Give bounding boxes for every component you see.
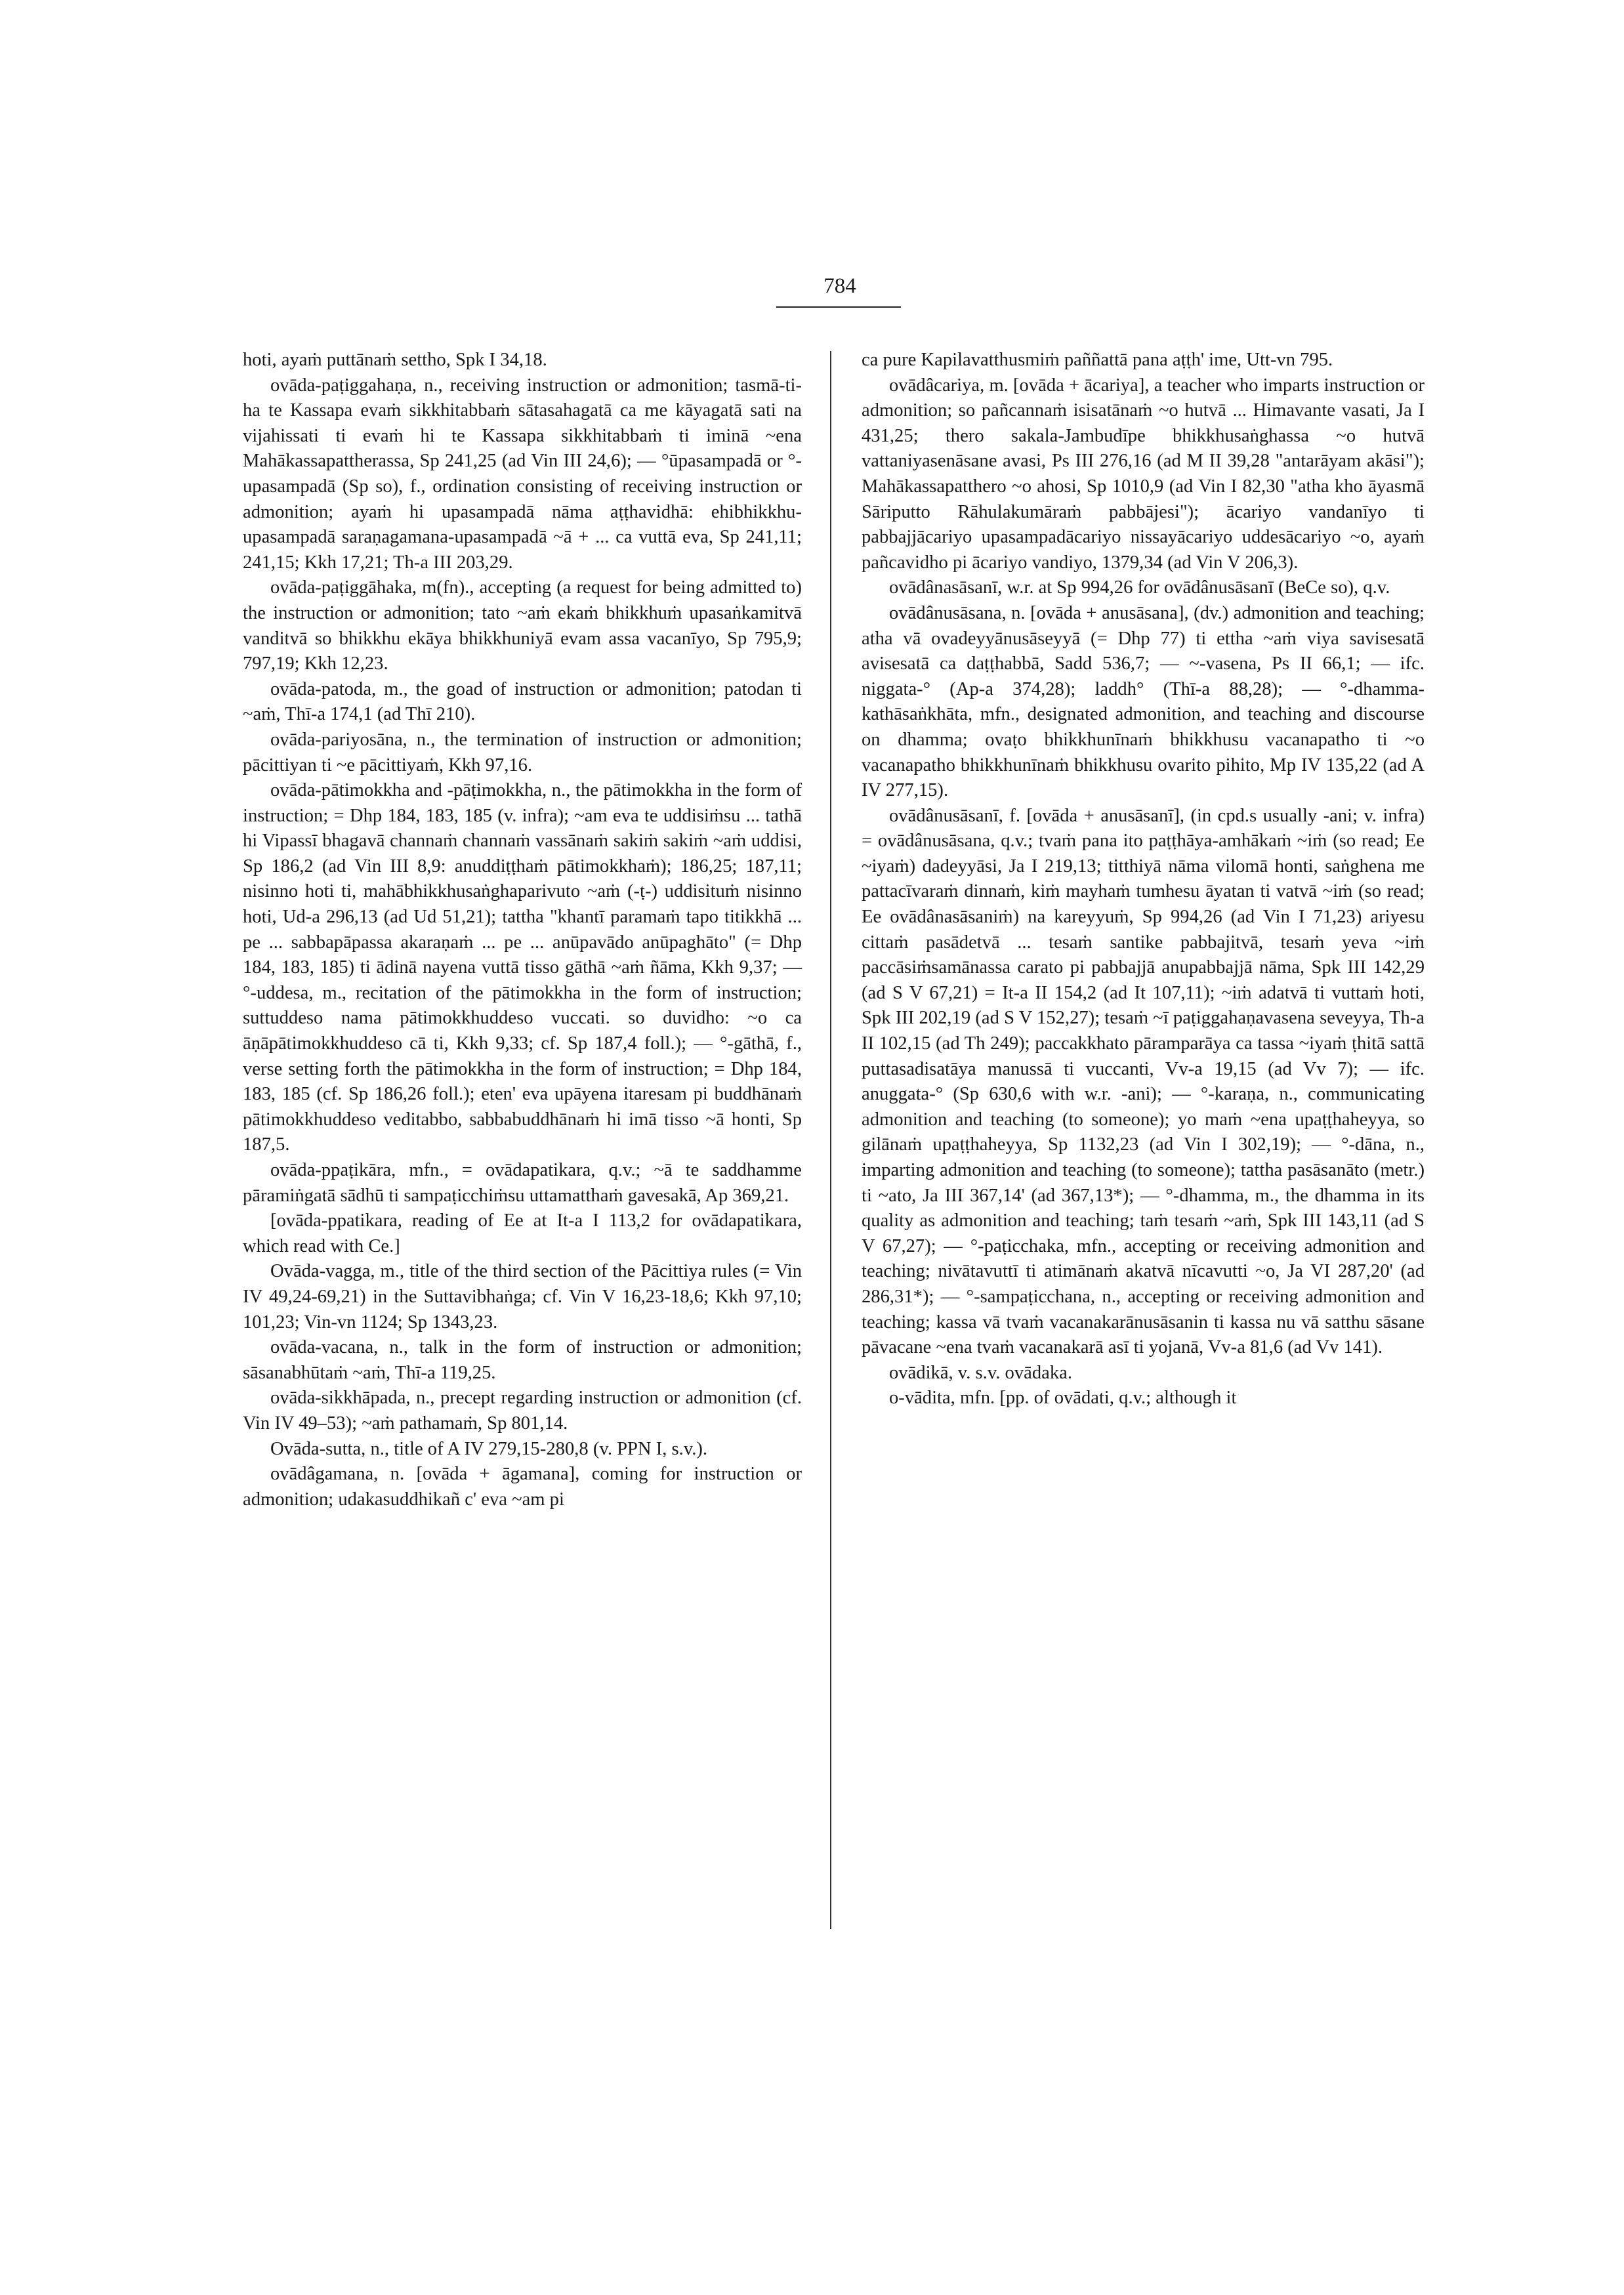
entry-paragraph: ovāda-ppaṭikāra, mfn., = ovādapatikara, q.v.; ~ā te saddhamme pāramiṅgatā sādhū ti sampaṭicchiṁsu uttamatthaṁ gavesakā, Ap 369,21.: [243, 1160, 802, 1206]
page-number: 784: [823, 274, 856, 298]
entry-paragraph: ovāda-sikkhāpada, n., precept regarding instruction or admonition (cf. Vin IV 49–53); ~aṁ pathamaṁ, Sp 801,14.: [243, 1388, 802, 1434]
entry-paragraph: [ovāda-ppatikara, reading of Ee at It-a I 113,2 for ovādapatikara, which read with Ce.]: [243, 1210, 802, 1256]
entry-paragraph: hoti, ayaṁ puttānaṁ settho, Spk I 34,18.: [243, 350, 547, 370]
entry-paragraph: ovādikā, v. s.v. ovādaka.: [889, 1362, 1072, 1383]
entry-paragraph: ovāda-paṭiggāhaka, m(fn)., accepting (a request for being admitted to) the instruction or admonition; tato ~aṁ ekaṁ bhikkhuṁ upasaṅkamitvā vanditvā so bhikkhu ekāya bhikkhuniyā evam assa vacanīyo, Sp 795,9; 797,19; Kkh 12,23.: [243, 577, 802, 674]
entry-paragraph: ovāda-paṭiggahaṇa, n., receiving instruction or admonition; tasmā-ti-ha te Kassapa evaṁ sikkhitabbaṁ sātasahagatā ca me kāyagatā sati na vijahissati ti evaṁ hi te Kassapa sikkhitabbaṁ ti iminā ~ena Mahākassapattherassa, Sp 241,25 (ad Vin III 24,6); — °ūpasampadā or °-upasampadā (Sp so), f., ordination consisting of receiving instruction or admonition; ayaṁ hi upasampadā nāma aṭṭhavidhā: ehibhikkhu-upasampadā saraṇagamana-upasampadā ~ā + ... ca vuttā eva, Sp 241,11; 241,15; Kkh 17,21; Th-a III 203,29.: [243, 375, 802, 573]
entry-paragraph: Ovāda-vagga, m., title of the third section of the Pācittiya rules (= Vin IV 49,24-69,21) in the Suttavibhaṅga; cf. Vin V 16,23-18,6; Kkh 97,10; 101,23; Vin-vn 1124; Sp 1343,23.: [243, 1261, 802, 1333]
entry-paragraph: ca pure Kapilavatthusmiṁ paññattā pana aṭṭh' ime, Utt-vn 795.: [862, 350, 1333, 370]
right-column: [862, 348, 1425, 1411]
column-divider: [830, 351, 831, 1929]
entry-paragraph: ovādânusāsanī, f. [ovāda + anusāsanī], (in cpd.s usually -ani; v. infra) = ovādânusāsana, q.v.; tvaṁ pana ito paṭṭhāya-amhākaṁ ~iṁ (so read; Ee ~iyaṁ) dadeyyāsi, Ja I 219,13; titthiyā nāma vilomā honti, saṅghena me pattacīvaraṁ dinnaṁ, kiṁ mayhaṁ tumhesu āyatan ti vatvā ~iṁ (so read; Ee ovādânasāsaniṁ) na kareyyuṁ, Sp 994,26 (ad Vin I 71,23) ariyesu cittaṁ pasādetvā ... tesaṁ santike pabbajitvā, tesaṁ yeva ~iṁ paccāsiṁsamānassa carato pi pabbajjā anupabbajjā nāma, Spk III 142,29 (ad S V 67,21) = It-a II 154,2 (ad It 107,11); ~iṁ adatvā ti vuttaṁ hoti, Spk III 202,19 (ad S V 152,27); tesaṁ ~ī paṭiggahaṇavasena seveyya, Th-a II 102,15 (ad Th 249); paccakkhato pāramparāya ca tassa ~iyaṁ ṭhitā sattā puttasadisatāya manussā ti vuccanti, Vv-a 19,15 (ad Vv 7); — ifc. anuggata-° (Sp 630,6 with w.r. -ani); — °-karaṇa, n., communicating admonition and teaching (to someone); yo maṁ ~ena upaṭṭhaheyya, so gilānaṁ upaṭṭhaheyya, Sp 1132,23 (ad Vin I 302,19); — °-dāna, n., imparting admonition and teaching (to someone); tattha pasāsanāto (metr.) ti ~ato, Ja III 367,14' (ad 367,13*); — °-dhamma, m., the dhamma in its quality as admonition and teaching; taṁ tesaṁ ~aṁ, Spk III 143,11 (ad S V 67,27); — °-paṭicchaka, mfn., accepting or receiving admonition and teaching; nivātavuttī ti atimānaṁ akatvā nīcavutti ~o, Ja VI 287,20' (ad 286,31*); — °-sampaṭicchana, n., accepting or receiving admonition and teaching; kassa vā tvaṁ vacanakarānusāsanin ti kassa nu vā satthu sāsane pāvacane ~ena tvaṁ vacanakarā asī ti yojanā, Vv-a 81,6 (ad Vv 141).: [862, 805, 1425, 1358]
entry-paragraph: o-vādita, mfn. [pp. of ovādati, q.v.; although it: [889, 1388, 1237, 1409]
entry-paragraph: ovādâgamana, n. [ovāda + āgamana], coming for instruction or admonition; udakasuddhikañ c' eva ~am pi: [243, 1464, 802, 1510]
entry-paragraph: ovādânasāsanī, w.r. at Sp 994,26 for ovādânusāsanī (BeCe so), q.v.: [889, 577, 1390, 598]
entry-paragraph: ovāda-pātimokkha and -pāṭimokkha, n., the pātimokkha in the form of instruction; = Dhp 184, 183, 185 (v. infra); ~am eva te uddisiṁsu ... tathā hi Vipassī bhagavā channaṁ channaṁ vassānaṁ sakiṁ sakiṁ ~aṁ uddisi, Sp 186,2 (ad Vin III 8,9: anuddiṭṭhaṁ pātimokkhaṁ); 186,25; 187,11; nisinno hoti ti, mahābhikkhusaṅghaparivuto ~aṁ (-ṭ-) uddisituṁ nisinno hoti, Ud-a 296,13 (ad Ud 51,21); tattha "khantī paramaṁ tapo titikkhā ... pe ... sabbapāpassa akaraṇaṁ ... pe ... anūpavādo anūpaghāto" (= Dhp 184, 183, 185) ti ādinā nayena vuttā tisso gāthā ~aṁ ñāma, Kkh 9,37; — °-uddesa, m., recitation of the pātimokkha in the form of instruction; suttuddeso nama pātimokkhuddeso vuccati. so duvidho: ~o ca āṇāpātimokkhuddeso cā ti, Kkh 9,33; cf. Sp 187,4 foll.); — °-gāthā, f., verse setting forth the pātimokkha in the form of instruction; = Dhp 184, 183, 185 (cf. Sp 186,26 foll.); eten' eva upāyena itaresam pi buddhānaṁ pātimokkhuddeso veditabbo, sabbabuddhānaṁ hi imā tisso ~ā honti, Sp 187,5.: [243, 780, 802, 1155]
entry-paragraph: ovādânusāsana, n. [ovāda + anusāsana], (dv.) admonition and teaching; atha vā ovadeyyānusāseyyā (= Dhp 77) ti ettha ~aṁ viya savisesatā avisesatā ca daṭṭhabbā, Sadd 536,7; — ~-vasena, Ps II 66,1; — ifc. niggata-° (Ap-a 374,28); laddh° (Thī-a 88,28); — °-dhamma-kathāsaṅkhāta, mfn., designated admonition, and teaching and discourse on dhamma; ovaṭo bhikkhunīnaṁ bhikkhusu vacanapatho ti ~o vacanapatho bhikkhunīnaṁ bhikkhusu ovarito pihito, Mp IV 135,22 (ad A IV 277,15).: [862, 602, 1425, 801]
header-rule: [776, 306, 901, 308]
entry-paragraph: Ovāda-sutta, n., title of A IV 279,15-280,8 (v. PPN I, s.v.).: [270, 1438, 708, 1459]
entry-paragraph: ovādâcariya, m. [ovāda + ācariya], a teacher who imparts instruction or admonition; so pañcannaṁ isisatānaṁ ~o hutvā ... Himavante vasati, Ja I 431,25; thero sakala-Jambudīpe bhikkhusaṅghassa ~o hutvā vattaniyasenāsane avasi, Ps III 276,16 (ad M II 39,28 "antarāyam akāsi"); Mahākassapatthero ~o ahosi, Sp 1010,9 (ad Vin I 82,30 "atha kho āyasmā Sāriputto Rāhulakumāraṁ pabbājesi"); ācariyo vandanīyo ti pabbajjācariyo upasampadācariyo nissayācariyo uddesācariyo ~o, ayaṁ pañcavidho pi ācariyo vandiyo, 1379,34 (ad Vin V 206,3).: [862, 375, 1425, 573]
entry-paragraph: ovāda-pariyosāna, n., the termination of instruction or admonition; pācittiyan ti ~e pācittiyaṁ, Kkh 97,16.: [243, 729, 802, 775]
entry-paragraph: ovāda-patoda, m., the goad of instruction or admonition; patodan ti ~aṁ, Thī-a 174,1 (ad Thī 210).: [243, 678, 802, 725]
entry-paragraph: ovāda-vacana, n., talk in the form of instruction or admonition; sāsanabhūtaṁ ~aṁ, Thī-a 119,25.: [243, 1337, 802, 1383]
left-column: [243, 348, 802, 1512]
